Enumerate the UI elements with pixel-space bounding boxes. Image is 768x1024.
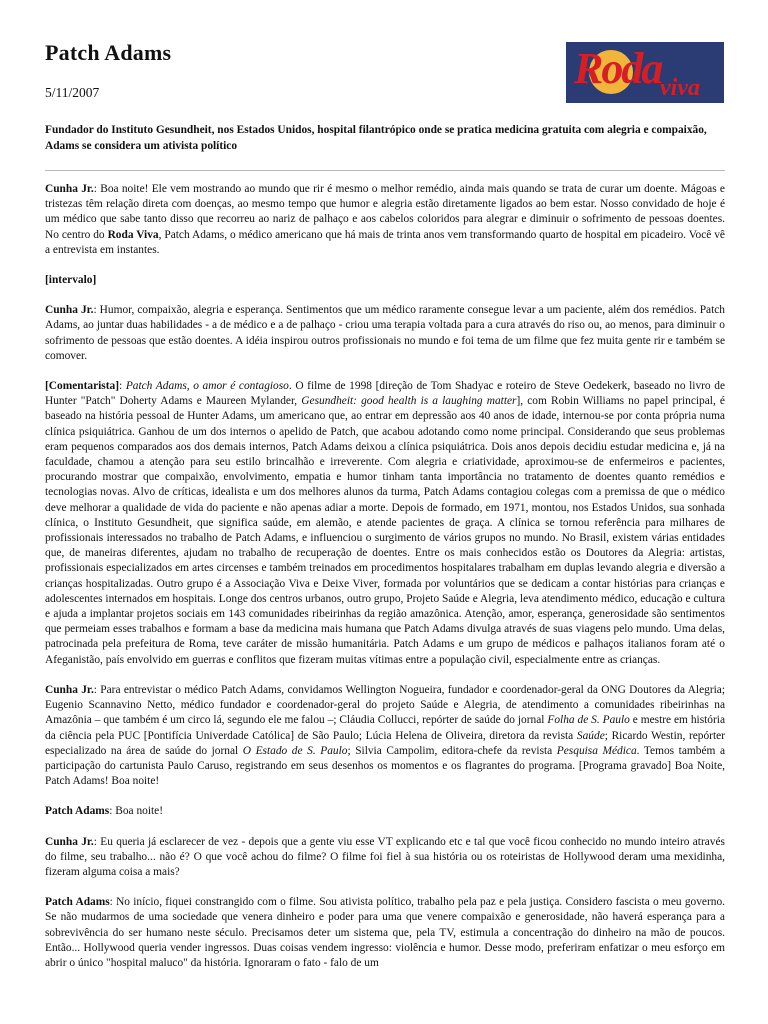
italic-title: O Estado de S. Paulo [242, 744, 348, 757]
logo-word-roda: Roda [574, 44, 662, 93]
speaker-name: Cunha Jr. [45, 304, 94, 317]
italic-title: Folha de S. Paulo [547, 714, 630, 727]
speaker-name: [intervalo] [45, 274, 97, 287]
speech-text: e mestre em história da ciência pela PUC [Pontifícia Univerdade Católica] de São Paulo; Lúcia Helena de Oliveira, diretora da revista [45, 714, 726, 742]
italic-title: Gesundheit: good health is a laughing matter [301, 395, 517, 408]
speech-text: : Humor, compaixão, alegria e esperança. Sentimentos que um médico raramente consegue levar a um paciente, além dos remédios. Patch Adams, ao juntar duas habilidades - a de médico e a de palhaço - criou uma terapia voltada para a cura através do riso ou, ao menos, para diminuir o sofrimento de pessoas que estão doentes. A idéia inspirou outros profissionais no mundo e foi tema de um filme que fez muita gente rir e também se comover. [45, 304, 726, 362]
speech-text: . O filme de 1998 [direção de Tom Shadyac e roteiro de Steve Oedekerk, baseado no livro de Hunter "Patch" Doherty Adams e Maureen Mylander, [45, 380, 725, 408]
transcript-paragraph [45, 182, 725, 258]
lead-summary: Fundador do Instituto Gesundheit, nos Estados Unidos, hospital filantrópico onde se pratica medicina gratuita com alegria e compaixão, Adams se considera um ativista político [45, 124, 707, 152]
transcript-paragraph [45, 379, 725, 668]
speech-text: : Eu queria já esclarecer de vez - depois que a gente viu esse VT explicando etc e tal que você ficou conhecido no mundo inteiro através do filme, seu trabalho... não é? O que você achou do filme? O filme foi fiel à sua história ou os roteiristas de Hollywood deram uma mexidinha, fizeram alguma coisa a mais? [45, 835, 725, 878]
speech-text: ; Silvia Campolim, editora-chefe da revista [347, 744, 557, 757]
speech-text: ], com Robin Williams no papel principal, é baseado na história pessoal de Hunter Adams, um americano que, ao entrar em depressão aos 40 anos de idade, internou-se por conta própria numa clínica psiquiátrica. Ganhou de um dos internos o apelido de Patch, que acabou adotando como nome principal. Considerando que seus problemas eram pequenos comparados aos dos demais internos, Patch Adams deixou a clínica psiquiátrica. Dois anos depois decidiu estudar medicina e, já na faculdade, chamou a atenção para seu estilo brincalhão e irreverente. Com alegria e criatividade, aproximou-se de enfermeiros e pacientes, procurando mostrar que compaixão, envolvimento, empatia e humor tinham tanta importância no tratamento de doentes quanto remédios e tecnologias novas. Alvo de críticas, idealista e um dos melhores alunos da turma, Patch Adams contagiou colegas com a premissa de que o médico deve melhorar a qualidade de vida do paciente e não apenas adiar a morte. Depois de formado, em 1971, montou, nos Estados Unidos, sua sonhada clínica, o Instituto Gesundheit, que significa saúde, em alemão, e atende pacientes de graça. A clínica se tornou referência para milhares de profissionais interessados no trabalho de Patch Adams, e influenciou o surgimento de vários grupos no mundo. No Brasil, existem várias entidades que, de maneiras diferentes, ajudam no trabalho de recuperação de doentes. Entre os mais conhecidos estão os Doutores da Alegria: artistas, profissionais especializados em artes circenses e também treinados em procedimentos hospitalares trabalham em duplas levando alegria e diversão a crianças hospitalizadas. Outro grupo é a Associação Viva e Deixe Viver, formada por voluntários que se dedicam a contar histórias para crianças e adolescentes internados em hospitais. Longe dos centros urbanos, outro grupo, Projeto Saúde e Alegria, leva atendimento médico, educação e cultura e ajuda a implantar projetos sociais em 143 comunidades ribeirinhas da região amazônica. Atenção, amor, esperança, generosidade são sentimentos que permeiam esses trabalhos e formam a base da medicina mais humana que Patch Adams divulga através de suas viagens pelo mundo. Uma delas, patrocinada pela prefeitura de Roma, teve caráter de missão humanitária. Patch Adams e um grupo de médicos e palhaços italianos foram até o Afeganistão, país envolvido em guerras e conflitos que fizeram muitas vítimas entre a população civil, especialmente entre as crianças. [45, 395, 725, 666]
speech-text: . Temos também a participação do cartunista Paulo Caruso, registrando em seus desenhos os momentos e os flagrantes do programa. [Programa gravado] Boa Noite, Patch Adams! Boa noite! [45, 744, 726, 788]
bold-text: Roda Viva [107, 228, 159, 241]
speaker-name: Cunha Jr. [45, 835, 94, 848]
publication-date: 5/11/2007 [45, 85, 100, 100]
speech-text: : Boa noite! [109, 805, 164, 818]
speech-text: : Boa noite! Ele vem mostrando ao mundo que rir é mesmo o melhor remédio, ainda mais quando se trata de curar um doente. Mágoas e tristezas têm relação direta com doenças, ao mesmo tempo que humor e alegria estão diretamente ligados ao bem estar. Nosso convidado de hoje é um médico que sabe tanto disso que recorreu ao nariz de palhaço e aos cabelos coloridos para alegrar e diminuir o sofrimento de pessoas doentes. No centro do [45, 183, 725, 241]
roda-viva-logo [566, 42, 724, 103]
speech-text: ; Ricardo Westin, repórter especializado na área de saúde do jornal [45, 729, 725, 757]
transcript-body [45, 182, 725, 986]
speaker-name: Cunha Jr. [45, 683, 94, 696]
speech-text: , Patch Adams, o médico americano que há mais de trinta anos vem transformando quarto de hospital em picadeiro. Você vê a entrevista em instantes. [45, 228, 725, 256]
speech-text: : Para entrevistar o médico Patch Adams, convidamos Wellington Nogueira, fundador e coordenador-geral da ONG Doutores da Alegria; Eugenio Scannavino Netto, médico fundador e coordenador-geral do projeto Saúde e Alegria, de atendimento a comunidades ribeirinhas na Amazônia – que também é um circo lá, segundo ele me falou –; Cláudia Collucci, repórter de saúde do jornal [45, 683, 725, 727]
speech-text: : No início, fiquei constrangido com o filme. Sou ativista político, trabalho pela paz e pela justiça. Considero fascista o meu governo. Se não mudarmos de uma sociedade que venera dinheiro e poder para uma que venere compaixão e generosidade, não haverá esperança para a sobrevivência do ser humano neste século. Precisamos deter um sistema que, pela TV, estimula a concentração do dinheiro na mão de poucos. Então... Hollywood queria vender ingressos. Duas coisas vendem ingresso: violência e humor. Desse modo, preferiram enfatizar o meu esforço em abrir o único "hospital maluco" da história. Ignoraram o fato - falo de um [45, 896, 726, 969]
divider [45, 170, 725, 171]
italic-title: Saúde [576, 729, 605, 742]
transcript-paragraph [45, 804, 725, 819]
transcript-paragraph [45, 895, 725, 971]
logo-word-viva: viva [660, 75, 700, 101]
page-title: Patch Adams [45, 40, 172, 65]
transcript-paragraph [45, 273, 725, 288]
speech-text: : [119, 380, 126, 393]
transcript-paragraph [45, 835, 725, 881]
italic-title: Pesquisa Médica [556, 744, 637, 757]
transcript-paragraph [45, 683, 725, 789]
speaker-name: [Comentarista] [45, 380, 120, 393]
speaker-name: Patch Adams [45, 896, 110, 909]
speaker-name: Patch Adams [45, 805, 110, 818]
speaker-name: Cunha Jr. [45, 183, 94, 195]
italic-title: Patch Adams, o amor é contagioso [125, 380, 289, 393]
transcript-paragraph [45, 303, 725, 364]
